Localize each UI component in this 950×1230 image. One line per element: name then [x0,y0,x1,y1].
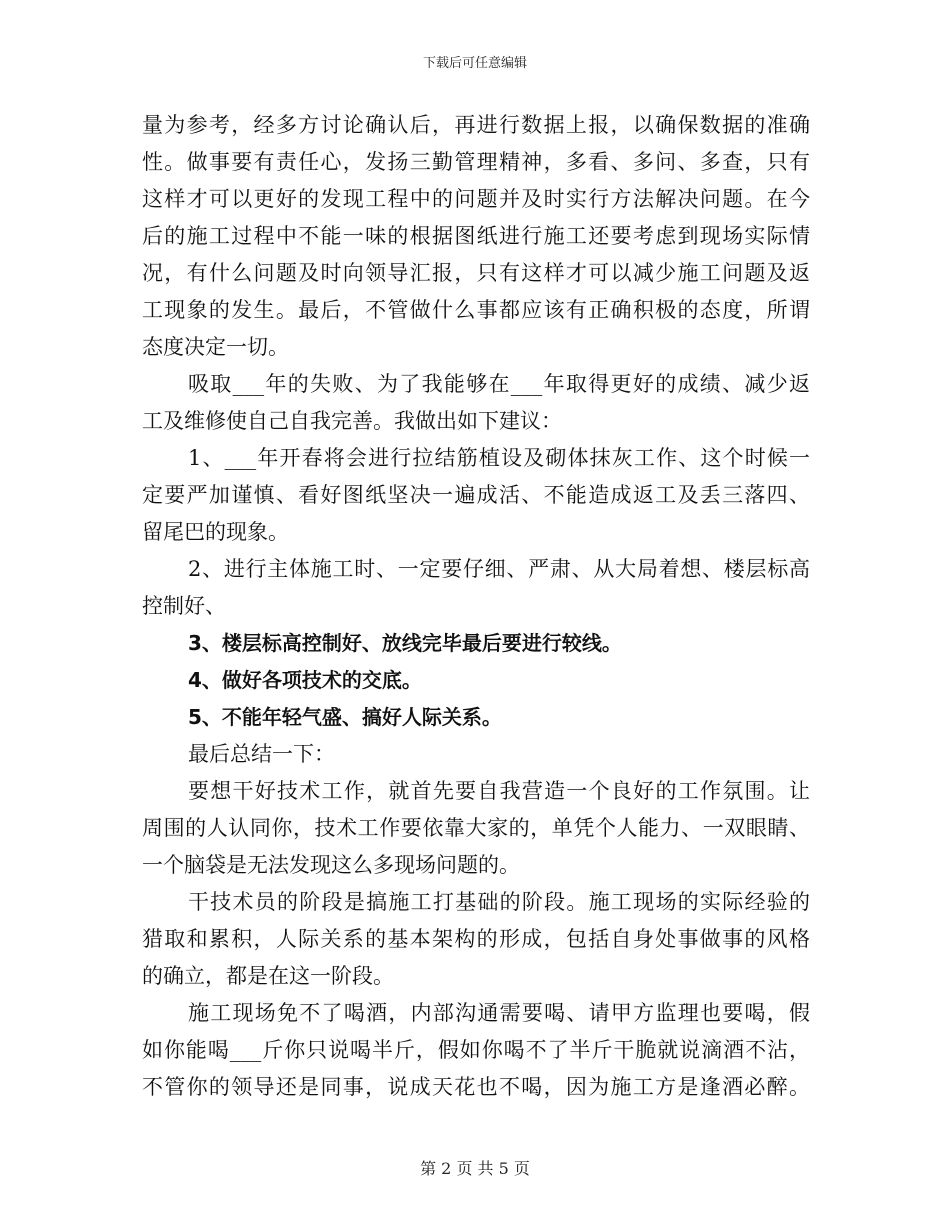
text-line: 定要严加谨慎、看好图纸坚决一遍成活、不能造成返工及丢三落四、 [142,483,810,507]
text-line: 不管你的领导还是同事，说成天花也不喝，因为施工方是逢酒必醉。 [142,1075,810,1099]
list-item-1-line: 1、___年开春将会进行拉结筋植设及砌体抹灰工作、这个时候一 [188,446,810,470]
document-body [142,107,810,1106]
summary-heading: 最后总结一下： [188,742,335,766]
text-line: 周围的人认同你，技术工作要依靠大家的，单凭个人能力、一双眼睛、 [142,816,810,840]
text-line: 性。做事要有责任心，发扬三勤管理精神，多看、多问、多查，只有 [142,150,810,174]
text-line: 留尾巴的现象。 [142,520,289,544]
text-line: 后的施工过程中不能一味的根据图纸进行施工还要考虑到现场实际情 [142,224,810,248]
text-line: 控制好、 [142,594,226,618]
page-footer: 第 2 页 共 5 页 [420,1159,530,1178]
paragraph-start-line: 要想干好技术工作，就首先要自我营造一个良好的工作氛围。让 [188,779,810,803]
list-item-4: 4、做好各项技术的交底。 [188,668,422,692]
paragraph-start-line: 干技术员的阶段是搞施工打基础的阶段。施工现场的实际经验的 [188,890,810,914]
text-line: 况，有什么问题及时向领导汇报，只有这样才可以减少施工问题及返 [142,261,810,285]
text-line: 工现象的发生。最后，不管做什么事都应该有正确积极的态度，所谓 [142,298,810,322]
list-item-5: 5、不能年轻气盛、搞好人际关系。 [188,705,502,729]
text-line: 态度决定一切。 [142,335,289,359]
text-line: 一个脑袋是无法发现这么多现场问题的。 [142,853,520,877]
text-line: 这样才可以更好的发现工程中的问题并及时实行方法解决问题。在今 [142,187,810,211]
list-item-2-line: 2、进行主体施工时、一定要仔细、严肃、从大局着想、楼层标高 [188,557,810,581]
paragraph-start-line: 吸取___年的失败、为了我能够在___年取得更好的成绩、减少返 [188,372,810,396]
text-line: 猎取和累积，人际关系的基本架构的形成，包括自身处事做事的风格 [142,927,810,951]
text-line: 如你能喝___斤你只说喝半斤，假如你喝不了半斤干脆就说滴酒不沾， [142,1038,810,1062]
text-line: 量为参考，经多方讨论确认后，再进行数据上报，以确保数据的准确 [142,113,810,137]
text-line: 工及维修使自己自我完善。我做出如下建议： [142,409,562,433]
page-header: 下载后可任意编辑 [422,56,527,71]
list-item-3: 3、楼层标高控制好、放线完毕最后要进行较线。 [188,631,622,655]
paragraph-start-line: 施工现场免不了喝酒，内部沟通需要喝、请甲方监理也要喝，假 [188,1001,810,1025]
text-line: 的确立，都是在这一阶段。 [142,964,394,988]
